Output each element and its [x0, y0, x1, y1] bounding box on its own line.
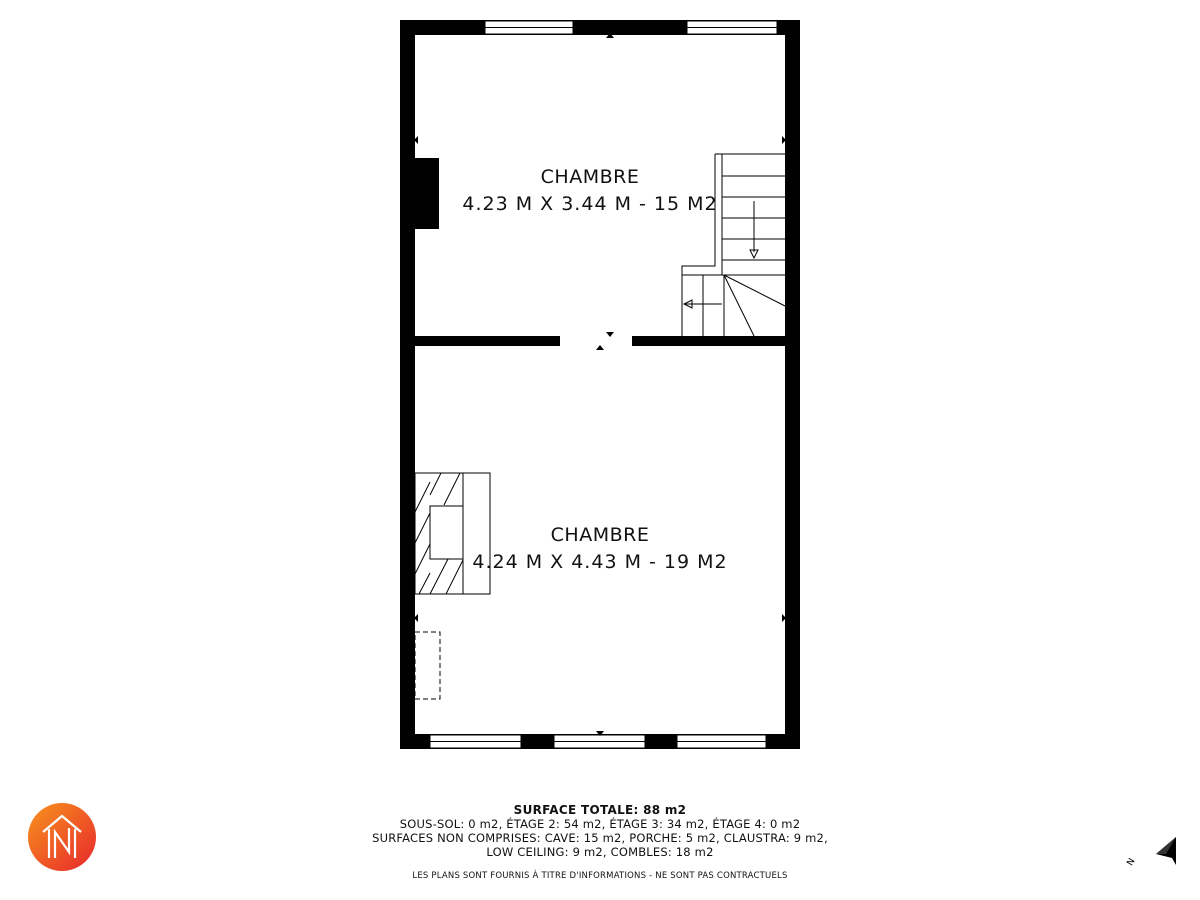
total-surface: SURFACE TOTALE: 88 m2 [513, 803, 687, 817]
room-dimensions: 4.23 M X 3.44 M - 15 M2 [462, 193, 718, 215]
floor-surfaces: SOUS-SOL: 0 m2, ÉTAGE 2: 54 m2, ÉTAGE 3: 34 m2, ÉTAGE 4: 0 m2 [399, 817, 801, 831]
window-bottom-2 [554, 735, 645, 748]
window-top-right [687, 21, 777, 34]
wall-left [400, 20, 415, 749]
interior-wall-left [415, 336, 560, 346]
excluded-surfaces-2: LOW CEILING: 9 m2, COMBLES: 18 m2 [486, 845, 714, 859]
room-name: CHAMBRE [550, 524, 650, 546]
excluded-surfaces-1: SURFACES NON COMPRISES: CAVE: 15 m2, PORCHE: 5 m2, CLAUSTRA: 9 m2, [372, 831, 828, 845]
surface-summary [300, 803, 900, 881]
disclaimer: LES PLANS SONT FOURNIS À TITRE D'INFORMATIONS - NE SONT PAS CONTRACTUELS [412, 871, 788, 881]
window-bottom-3 [677, 735, 766, 748]
chimney-block [415, 158, 439, 229]
interior-wall-right [632, 336, 785, 346]
window-bottom-1 [430, 735, 521, 748]
dimension-markers [414, 33, 786, 736]
room-name: CHAMBRE [540, 166, 640, 188]
dashed-cabinet [415, 632, 440, 699]
room-label-bedroom-2 [440, 524, 760, 573]
compass-label: N [1125, 856, 1138, 868]
wall-right [785, 20, 800, 749]
room-dimensions: 4.24 M X 4.43 M - 19 M2 [472, 551, 728, 573]
north-arrow-icon [1118, 832, 1180, 872]
room-label-bedroom-1 [440, 166, 740, 215]
window-top-left [485, 21, 573, 34]
brand-logo-icon [27, 802, 97, 872]
